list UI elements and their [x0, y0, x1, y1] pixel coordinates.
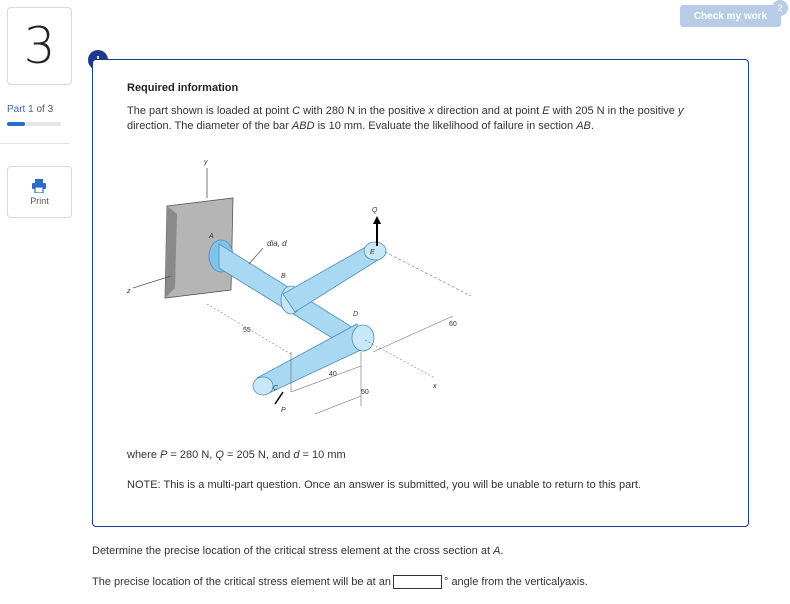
print-label: Print [30, 196, 49, 206]
required-information-panel [92, 59, 749, 527]
print-button[interactable] [7, 166, 72, 218]
statement-var: x [428, 105, 434, 117]
part-progress-bar [7, 122, 61, 126]
dim-line-60b [373, 316, 453, 352]
label-y: y [204, 159, 208, 166]
joint-d [352, 325, 374, 351]
end-e [364, 242, 386, 260]
statement-text: . [590, 120, 594, 132]
end-c [253, 377, 273, 395]
statement-text: with 280 N in the positive [300, 105, 429, 117]
multi-part-note: NOTE: This is a multi-part question. Once an answer is submitted, you will be unable to return to this part. [127, 479, 641, 491]
load-p-arrow [275, 392, 283, 404]
dia-leader [249, 248, 263, 264]
answer-suffix: ° angle from the vertical [443, 576, 560, 588]
label-p: P [281, 407, 286, 414]
given-var: d [293, 449, 300, 461]
given-values [127, 449, 346, 461]
part-total: of 3 [33, 104, 54, 115]
given-var: P [160, 449, 168, 461]
question-number: 3 [7, 7, 72, 85]
question-point: A [493, 545, 501, 557]
load-q-arrowhead [373, 216, 381, 224]
label-q: Q [372, 207, 378, 214]
dim-line-50 [315, 396, 361, 414]
question-prompt [92, 545, 503, 557]
label-z: z [127, 288, 131, 295]
label-50: 50 [361, 389, 369, 396]
answer-axis: y [559, 576, 566, 588]
answer-line [92, 575, 588, 589]
part-progress-fill [7, 122, 25, 126]
statement-text: is 10 mm. Evaluate the likelihood of failure in section [314, 120, 577, 132]
angle-answer-input[interactable] [393, 575, 442, 589]
arm-d-to-c [257, 324, 365, 394]
statement-var: y [677, 105, 684, 117]
label-d: D [353, 311, 359, 318]
part-prefix: Part [7, 104, 29, 115]
check-attempts-badge: 2 [772, 0, 788, 16]
part-current: 1 [28, 104, 34, 115]
statement-var: AB [576, 120, 591, 132]
printer-icon [32, 179, 46, 193]
answer-prefix: The precise location of the critical stress element will be at an [92, 576, 391, 588]
required-information-title: Required information [127, 82, 239, 94]
question-suffix: . [500, 545, 504, 557]
statement-var: ABD [291, 120, 315, 132]
bar-assembly-figure [123, 156, 473, 426]
label-e: E [370, 249, 375, 256]
sidebar-divider [0, 143, 70, 144]
label-60: 60 [449, 321, 457, 328]
statement-text: direction. The diameter of the bar [127, 120, 292, 132]
given-var: Q [215, 449, 224, 461]
check-my-work-button[interactable]: Check my work [680, 5, 781, 27]
given-text: = 10 mm [299, 449, 346, 461]
problem-statement [127, 104, 727, 134]
statement-var: E [542, 105, 550, 117]
answer-suffix-end: axis. [565, 576, 588, 588]
label-dia: dia, d [267, 239, 287, 248]
label-b: B [281, 273, 286, 280]
statement-var: C [292, 105, 301, 117]
part-indicator [7, 104, 53, 115]
label-a: A [209, 233, 214, 240]
label-55: 55 [243, 327, 251, 334]
statement-text: The part shown is loaded at point [127, 105, 293, 117]
question-text: Determine the precise location of the critical stress element at the cross section at [92, 545, 494, 557]
statement-text: with 205 N in the positive [549, 105, 678, 117]
label-c: C [273, 385, 279, 392]
label-40: 40 [329, 371, 337, 378]
x-axis-line [365, 340, 435, 378]
statement-text: direction and at point [433, 105, 543, 117]
given-text: = 205 N, and [223, 449, 294, 461]
dim-line-60 [385, 252, 471, 296]
given-text: where [127, 449, 161, 461]
label-x: x [433, 383, 437, 390]
given-text: = 280 N, [167, 449, 216, 461]
